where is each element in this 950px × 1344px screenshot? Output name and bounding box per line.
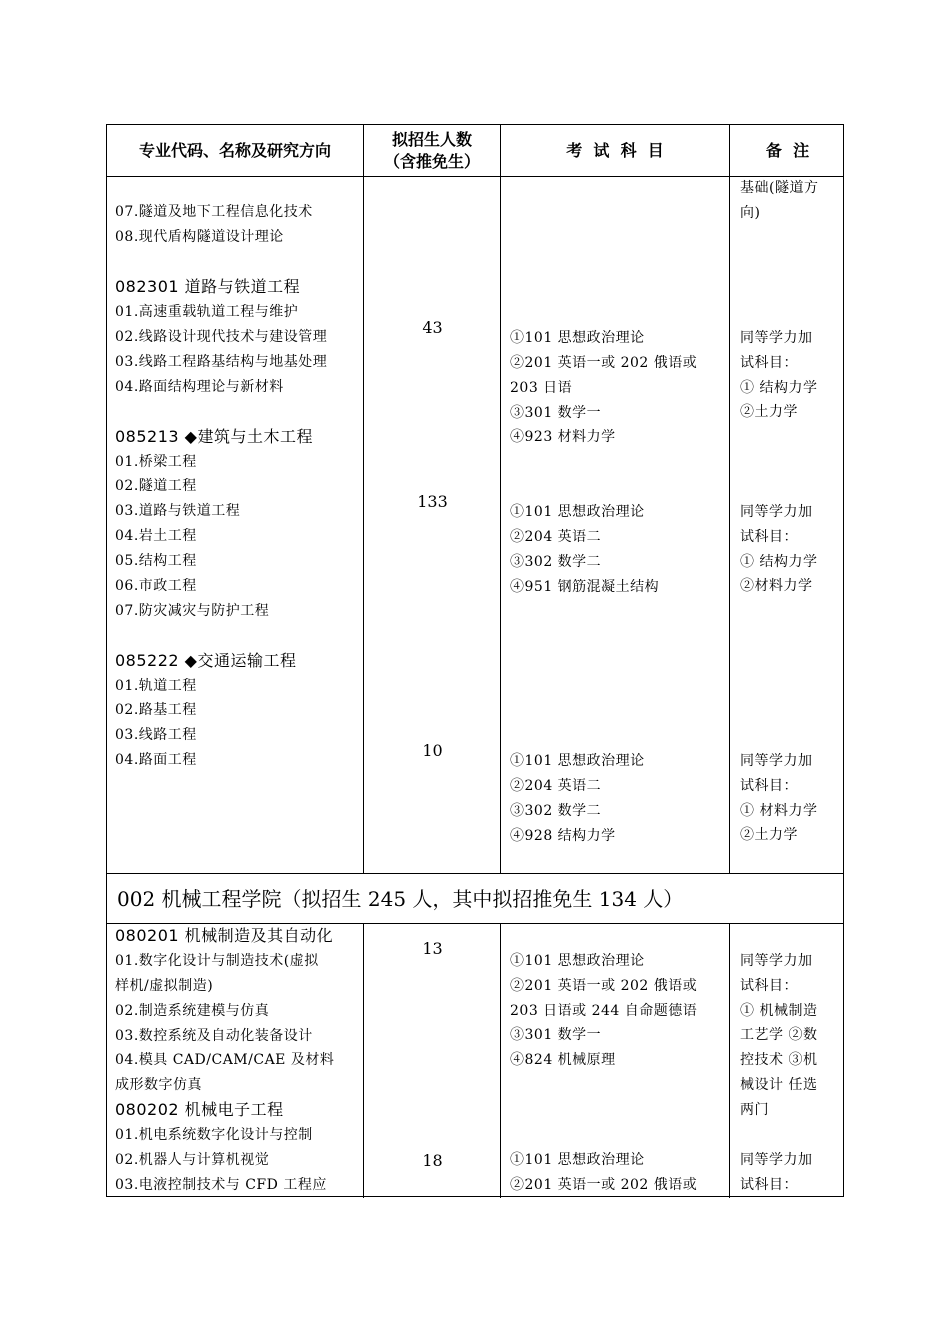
exam-line: ①101 思想政治理论	[510, 330, 645, 346]
major-line: 02.机器人与计算机视觉	[115, 1152, 270, 1168]
major-line: 06.市政工程	[115, 578, 197, 594]
exam-line: ④923 材料力学	[510, 429, 616, 445]
note-line: 向)	[740, 205, 761, 221]
header-count-label-2: （含推免生）	[383, 151, 480, 171]
note-line: 试科目：	[740, 529, 798, 545]
major-line: 04.路面结构理论与新材料	[115, 379, 284, 395]
note-line: 同等学力加	[740, 753, 813, 769]
note-line: ②土力学	[740, 404, 798, 420]
enrollment-count: 10	[422, 741, 443, 760]
exam-line: ③301 数学一	[510, 1027, 602, 1043]
major-line: 05.结构工程	[115, 553, 197, 569]
note-line: 械设计 任选	[740, 1077, 818, 1093]
exam-line: ①101 思想政治理论	[510, 753, 645, 769]
major-title: 082301 道路与铁道工程	[115, 277, 301, 296]
major-line: 01.高速重载轨道工程与维护	[115, 304, 299, 320]
major-line: 02.路基工程	[115, 702, 197, 718]
major-line: 01.机电系统数字化设计与控制	[115, 1127, 313, 1143]
note-line: 基础(隧道方	[740, 180, 819, 196]
note-line: ① 结构力学	[740, 554, 818, 570]
major-title: 080202 机械电子工程	[115, 1100, 284, 1119]
exam-line: ④951 钢筋混凝土结构	[510, 579, 660, 595]
major-line: 03.线路工程	[115, 727, 197, 743]
major-line: 07.防灾减灾与防护工程	[115, 603, 270, 619]
note-line: 同等学力加	[740, 330, 813, 346]
major-line: 07.隧道及地下工程信息化技术	[115, 204, 313, 220]
exam-line: ④824 机械原理	[510, 1052, 616, 1068]
note-line: 同等学力加	[740, 504, 813, 520]
major-line: 成形数字仿真	[115, 1077, 202, 1093]
note-line: ②土力学	[740, 827, 798, 843]
major-line: 02.制造系统建模与仿真	[115, 1003, 270, 1019]
enrollment-count: 43	[422, 318, 443, 337]
major-line: 01.轨道工程	[115, 678, 197, 694]
header-count	[364, 125, 500, 176]
note-line: 工艺学 ②数	[740, 1027, 818, 1043]
note-line: ②材料力学	[740, 578, 813, 594]
major-line: 04.模具 CAD/CAM/CAE 及材料	[115, 1052, 335, 1068]
note-line: 同等学力加	[740, 953, 813, 969]
exam-line: 203 日语或 244 自命题德语	[510, 1003, 698, 1019]
note-line: 试科目：	[740, 1177, 798, 1193]
major-title: 085213 ◆建筑与土木工程	[115, 427, 313, 446]
note-line: 试科目：	[740, 778, 798, 794]
major-line: 02.隧道工程	[115, 478, 197, 494]
exam-line: 203 日语	[510, 380, 573, 396]
admissions-table	[106, 124, 844, 1197]
enrollment-count: 18	[422, 1151, 443, 1170]
exam-line: ②201 英语一或 202 俄语或	[510, 355, 698, 371]
exam-line: ①101 思想政治理论	[510, 953, 645, 969]
header-major-label: 专业代码、名称及研究方向	[138, 140, 331, 160]
row-divider	[107, 176, 843, 177]
note-line: 两门	[740, 1102, 769, 1118]
major-line: 03.线路工程路基结构与地基处理	[115, 354, 328, 370]
enrollment-count: 13	[422, 939, 443, 958]
major-line: 04.岩土工程	[115, 528, 197, 544]
note-line: ① 材料力学	[740, 803, 818, 819]
note-line: 试科目：	[740, 978, 798, 994]
note-line: 试科目：	[740, 355, 798, 371]
college-heading: 002 机械工程学院（拟招生 245 人，其中拟招推免生 134 人）	[117, 887, 684, 911]
major-line: 样机/虚拟制造)	[115, 978, 214, 994]
major-line: 01.数字化设计与制造技术(虚拟	[115, 953, 319, 969]
header-major	[107, 125, 363, 176]
note-line: ① 机械制造	[740, 1003, 818, 1019]
exam-line: ①101 思想政治理论	[510, 504, 645, 520]
note-line: ① 结构力学	[740, 380, 818, 396]
major-line: 04.路面工程	[115, 752, 197, 768]
exam-line: ①101 思想政治理论	[510, 1152, 645, 1168]
exam-line: ②204 英语二	[510, 529, 602, 545]
major-line: 03.道路与铁道工程	[115, 503, 241, 519]
major-title: 085222 ◆交通运输工程	[115, 651, 297, 670]
exam-line: ②204 英语二	[510, 778, 602, 794]
exam-line: ②201 英语一或 202 俄语或	[510, 1177, 698, 1193]
header-notes-label: 备 注	[765, 140, 810, 160]
exam-line: ④928 结构力学	[510, 828, 616, 844]
header-count-label-1: 拟招生人数	[391, 129, 472, 149]
major-line: 02.线路设计现代技术与建设管理	[115, 329, 328, 345]
note-line: 同等学力加	[740, 1152, 813, 1168]
major-line: 03.电液控制技术与 CFD 工程应	[115, 1177, 327, 1193]
column-divider	[729, 125, 730, 873]
column-divider	[729, 923, 730, 1198]
header-exam	[501, 125, 729, 176]
exam-line: ③302 数学二	[510, 554, 602, 570]
major-line: 01.桥梁工程	[115, 454, 197, 470]
exam-line: ③301 数学一	[510, 405, 602, 421]
header-notes	[730, 125, 845, 176]
header-exam-label: 考 试 科 目	[566, 140, 664, 160]
major-line: 08.现代盾构隧道设计理论	[115, 229, 284, 245]
exam-line: ③302 数学二	[510, 803, 602, 819]
exam-line: ②201 英语一或 202 俄语或	[510, 978, 698, 994]
major-title: 080201 机械制造及其自动化	[115, 926, 334, 945]
enrollment-count: 133	[417, 492, 448, 511]
note-line: 控技术 ③机	[740, 1052, 818, 1068]
major-line: 03.数控系统及自动化装备设计	[115, 1028, 313, 1044]
